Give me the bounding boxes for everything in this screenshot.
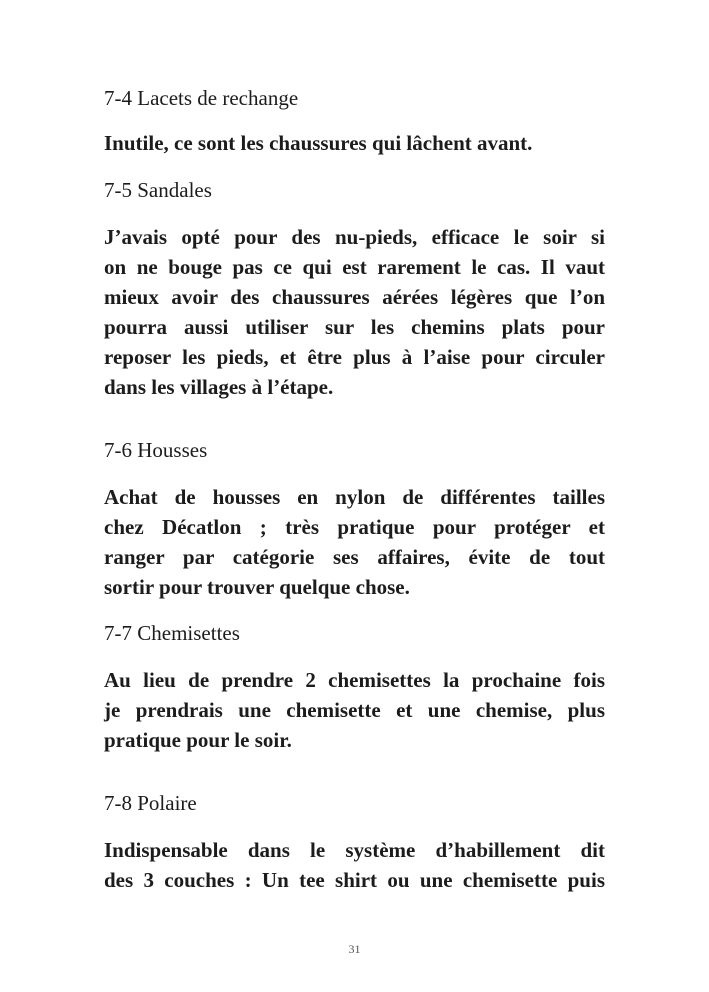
paragraph-line: Au lieu de prendre 2 chemisettes la prochaine fois <box>104 668 605 692</box>
paragraph-7-4 <box>104 128 605 158</box>
paragraph-7-7 <box>104 665 605 755</box>
paragraph-line: Achat de housses en nylon de différentes tailles <box>104 485 605 509</box>
page-number: 31 <box>348 942 361 956</box>
paragraph-line: Indispensable dans le système d’habillement dit <box>104 838 605 862</box>
paragraph-7-8 <box>104 835 605 895</box>
paragraph-line: reposer les pieds, et être plus à l’aise pour circuler <box>104 345 605 369</box>
paragraph-line: je prendrais une chemisette et une chemise, plus <box>104 698 605 722</box>
heading-7-4: 7-4 Lacets de rechange <box>104 86 299 110</box>
paragraph-line: chez Décatlon ; très pratique pour protéger et <box>104 515 605 539</box>
paragraph-line: pratique pour le soir. <box>104 728 292 752</box>
heading-7-6: 7-6 Housses <box>104 438 208 462</box>
paragraph-line: mieux avoir des chaussures aérées légères que l’on <box>104 285 605 309</box>
paragraph-line: Inutile, ce sont les chaussures qui lâchent avant. <box>104 131 533 155</box>
paragraph-line: dans les villages à l’étape. <box>104 375 334 399</box>
paragraph-line: pourra aussi utiliser sur les chemins plats pour <box>104 315 605 339</box>
heading-7-7: 7-7 Chemisettes <box>104 621 240 645</box>
paragraph-7-5 <box>104 222 605 402</box>
paragraph-line: J’avais opté pour des nu-pieds, efficace le soir si <box>104 225 605 249</box>
paragraph-line: sortir pour trouver quelque chose. <box>104 575 410 599</box>
heading-7-5: 7-5 Sandales <box>104 178 212 202</box>
paragraph-line: des 3 couches : Un tee shirt ou une chemisette puis <box>104 868 605 892</box>
paragraph-line: on ne bouge pas ce qui est rarement le cas. Il vaut <box>104 255 605 279</box>
paragraph-7-6 <box>104 482 605 602</box>
paragraph-line: ranger par catégorie ses affaires, évite de tout <box>104 545 605 569</box>
heading-7-8: 7-8 Polaire <box>104 791 197 815</box>
